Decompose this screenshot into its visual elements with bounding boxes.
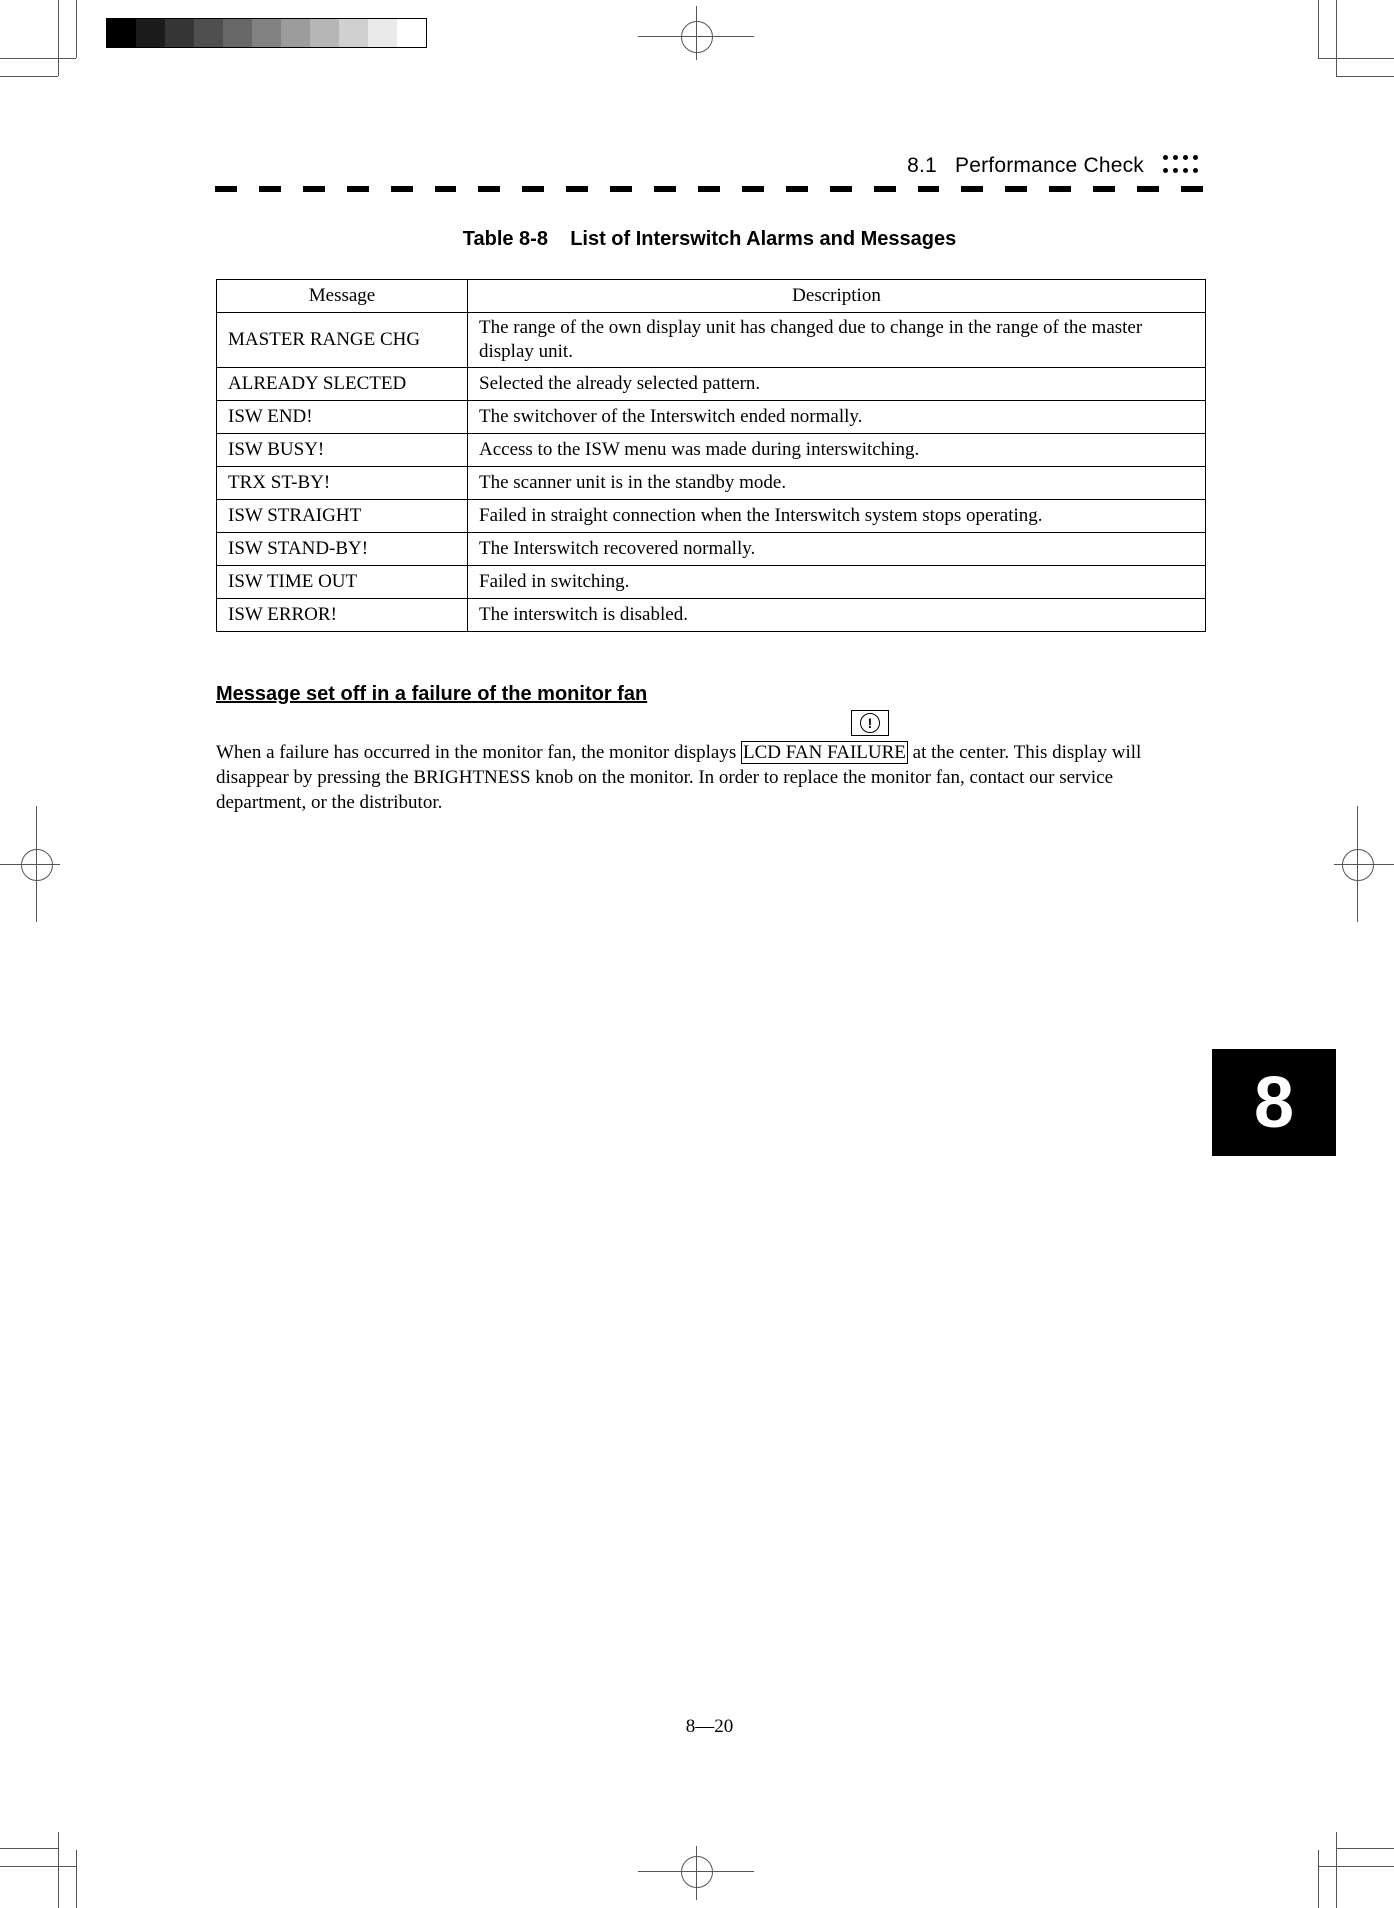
- table-row: [217, 500, 1206, 533]
- table-row: [217, 599, 1206, 632]
- paragraph-text-before: When a failure has occurred in the monitor fan, the monitor displays: [216, 742, 741, 763]
- description-cell: The range of the own display unit has changed due to change in the range of the master display unit.: [468, 313, 1206, 368]
- description-cell: The switchover of the Interswitch ended normally.: [468, 401, 1206, 434]
- caution-symbol: !: [860, 713, 880, 733]
- table-row: [217, 533, 1206, 566]
- message-cell: MASTER RANGE CHG: [217, 313, 468, 368]
- color-calibration-strip: [106, 18, 427, 48]
- table-caption: Table 8-8 List of Interswitch Alarms and Messages: [462, 228, 957, 250]
- interswitch-alarms-table: [216, 279, 1206, 632]
- display-message-box: LCD FAN FAILURE: [742, 742, 906, 763]
- section-heading: Message set off in a failure of the monitor fan: [216, 683, 648, 705]
- description-cell: Access to the ISW menu was made during interswitching.: [468, 434, 1206, 467]
- message-cell: ISW STAND-BY!: [217, 533, 468, 566]
- section-header-title: 8.1 Performance Check: [907, 154, 1144, 177]
- message-cell: ISW TIME OUT: [217, 566, 468, 599]
- message-cell: ISW END!: [217, 401, 468, 434]
- description-cell: The scanner unit is in the standby mode.: [468, 467, 1206, 500]
- table-row: [217, 313, 1206, 368]
- paragraph-text-after: at the center. This display will disappear by pressing the BRIGHTNESS knob on the monitor. In order to replace the monitor fan, contact our service department, or the distributor.: [216, 742, 1142, 813]
- table-row: [217, 368, 1206, 401]
- description-cell: Selected the already selected pattern.: [468, 368, 1206, 401]
- column-header-description: Description: [468, 280, 1206, 313]
- message-cell: ISW BUSY!: [217, 434, 468, 467]
- column-header-message: Message: [217, 280, 468, 313]
- body-paragraph: [216, 740, 1206, 815]
- table-row: [217, 467, 1206, 500]
- header-dots-icon: [1163, 153, 1201, 183]
- table-row: [217, 566, 1206, 599]
- description-cell: Failed in straight connection when the Interswitch system stops operating.: [468, 500, 1206, 533]
- message-cell: ISW ERROR!: [217, 599, 468, 632]
- description-cell: Failed in switching.: [468, 566, 1206, 599]
- page-number: 8—20: [685, 1716, 734, 1737]
- caution-icon: [851, 710, 889, 736]
- message-cell: ALREADY SLECTED: [217, 368, 468, 401]
- description-cell: The interswitch is disabled.: [468, 599, 1206, 632]
- message-cell: ISW STRAIGHT: [217, 500, 468, 533]
- table-row: [217, 434, 1206, 467]
- header-dashed-rule: [215, 186, 1203, 192]
- table-row: [217, 401, 1206, 434]
- description-cell: The Interswitch recovered normally.: [468, 533, 1206, 566]
- chapter-tab: 8: [1212, 1049, 1336, 1156]
- message-cell: TRX ST-BY!: [217, 467, 468, 500]
